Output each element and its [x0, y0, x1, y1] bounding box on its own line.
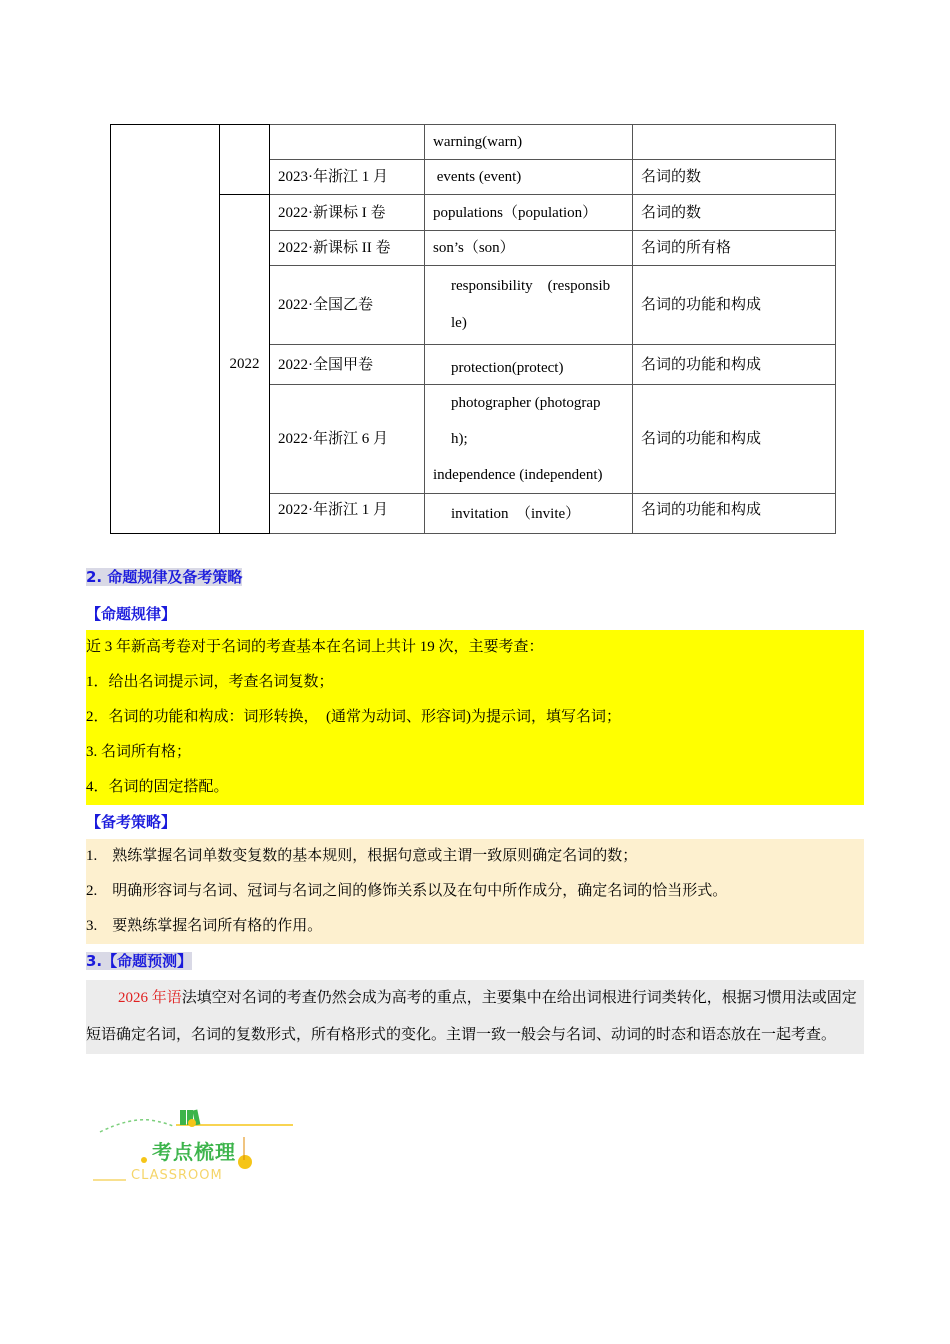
section-title: 3.【命题预测】: [86, 952, 193, 970]
source-cell: 2022·年浙江 1 月: [270, 494, 425, 534]
source-cell: 2022·年浙江 6 月: [270, 385, 425, 494]
classroom-logo: [88, 1100, 303, 1190]
exam-table: [110, 124, 836, 534]
word-line: responsibility (responsib: [451, 278, 611, 294]
empty-category-cell: [111, 125, 220, 534]
category-cell: 名词的功能和构成: [633, 385, 836, 494]
strategy-line: 1. 熟练掌握名词单数变复数的基本规则，根据句意或主谓一致原则确定名词的数；: [86, 848, 638, 864]
category-cell: 名词的功能和构成: [633, 345, 836, 385]
word-cell: [425, 266, 633, 345]
logo-subtitle: CLASSROOM: [131, 1168, 223, 1183]
word-cell: warning(warn): [425, 125, 633, 160]
category-cell: 名词的数: [633, 195, 836, 231]
category-cell: 名词的所有格: [633, 231, 836, 266]
section-2: [86, 566, 864, 588]
word-cell: [425, 385, 633, 494]
strategy-heading: 【备考策略】: [86, 813, 177, 831]
rules-line: 1．给出名词提示词，考查名词复数；: [86, 674, 334, 690]
rules-line: 4．名词的固定搭配。: [86, 779, 229, 795]
source-cell: 2023·年浙江 1 月: [270, 160, 425, 195]
table-row: [111, 125, 836, 160]
category-cell: 名词的功能和构成: [633, 494, 836, 534]
prediction-block: [86, 980, 864, 1054]
rules-heading: 【命题规律】: [86, 605, 177, 623]
word-line: photographer (photograp: [451, 395, 601, 411]
section-title: 2. 命题规律及备考策略: [86, 568, 243, 586]
logo-title: 考点梳理: [152, 1140, 236, 1164]
source-cell: 2022·全国乙卷: [270, 266, 425, 345]
source-cell: 2022·新课标 II 卷: [270, 231, 425, 266]
word-cell: son’s（son）: [425, 231, 633, 266]
category-cell: 名词的功能和构成: [633, 266, 836, 345]
word-cell: populations（population）: [425, 195, 633, 231]
rules-line: 2．名词的功能和构成：词形转换， (通常为动词、形容词)为提示词，填写名词；: [86, 709, 621, 725]
prediction-text: 法填空对名词的考查仍然会成为高考的重点，主要集中在给出词根进行词类转化，根据习惯用法或固定短语确定名词，名词的复数形式，所有格形式的变化。主谓一致一般会与名词、动词的时态和语态放在一起考查。: [86, 990, 857, 1043]
source-cell: [270, 125, 425, 160]
strategy-block: [86, 839, 864, 944]
word-line: h);: [451, 431, 468, 447]
year-cell: 2022: [220, 195, 270, 534]
empty-year-cell: [220, 125, 270, 195]
source-cell: 2022·全国甲卷: [270, 345, 425, 385]
rules-line: 近 3 年新高考卷对于名词的考查基本在名词上共计 19 次，主要考查：: [86, 639, 544, 655]
category-cell: [633, 125, 836, 160]
word-cell: events (event): [425, 160, 633, 195]
section-3: [86, 950, 864, 972]
word-cell: protection(protect): [425, 345, 633, 385]
table-row: [111, 195, 836, 231]
category-cell: 名词的数: [633, 160, 836, 195]
rules-block: [86, 630, 864, 805]
word-cell: invitation （invite）: [425, 494, 633, 534]
rules-line: 3. 名词所有格；: [86, 744, 192, 760]
strategy-line: 2. 明确形容词与名词、冠词与名词之间的修饰关系以及在句中所作成分，确定名词的恰当形式。: [86, 883, 728, 899]
word-line: le): [451, 315, 467, 331]
source-cell: 2022·新课标 I 卷: [270, 195, 425, 231]
word-line: independence (independent): [433, 467, 603, 483]
highlight-text: 2026 年语: [118, 990, 182, 1006]
strategy-line: 3. 要熟练掌握名词所有格的作用。: [86, 918, 323, 934]
